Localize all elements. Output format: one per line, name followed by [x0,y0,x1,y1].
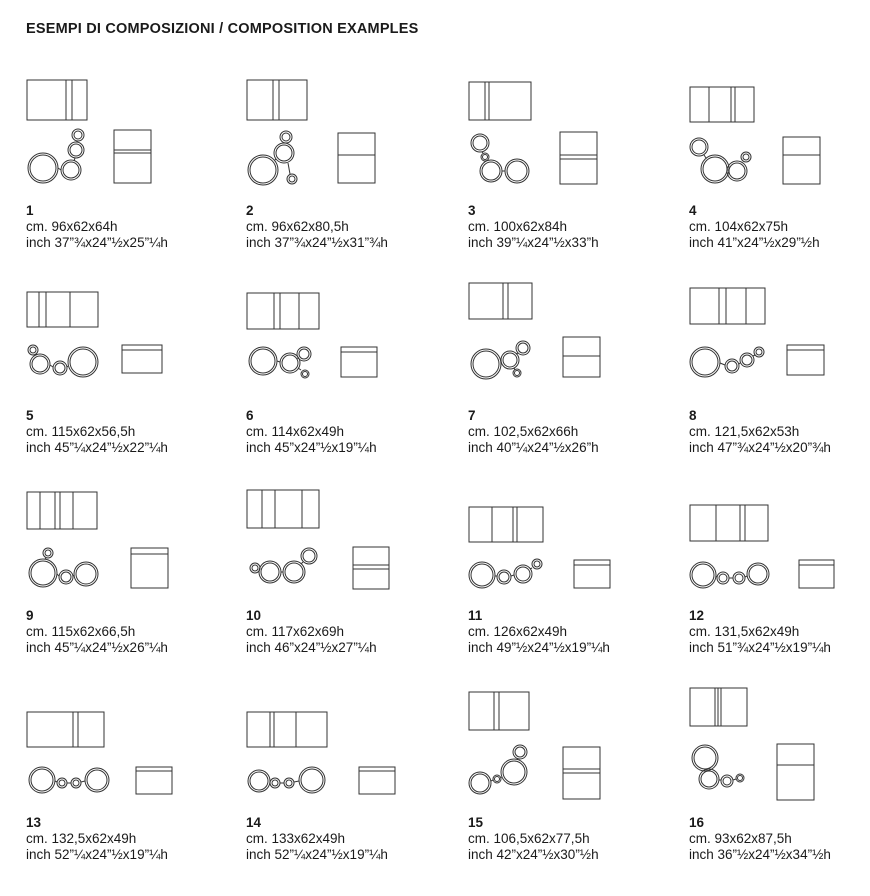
dimensions-cm: cm. 117x62x69h [246,624,345,639]
composition-number: 2 [246,203,254,218]
dimensions-inch: inch 51”¾x24”½x19”¼h [689,640,831,655]
composition-drawing [468,75,668,205]
composition-drawing [689,280,870,410]
dimensions-inch: inch 37”¾x24”½x25”¼h [26,235,168,250]
dimensions-cm: cm. 115x62x56,5h [26,424,136,439]
dimensions-inch: inch 36”½x24”½x34”½h [689,847,831,862]
dimensions-cm: cm. 132,5x62x49h [26,831,137,846]
dimensions-inch: inch 47”¾x24”½x20”¾h [689,440,831,455]
dimensions-cm: cm. 133x62x49h [246,831,346,846]
composition-drawing [246,75,446,205]
composition-number: 6 [246,408,254,423]
composition-drawing [468,480,668,610]
composition-number: 4 [689,203,697,218]
dimensions-cm: cm. 104x62x75h [689,219,789,234]
composition-drawing [468,687,668,817]
dimensions-cm: cm. 131,5x62x49h [689,624,800,639]
composition-number: 15 [468,815,484,830]
dimensions-cm: cm. 100x62x84h [468,219,568,234]
composition-7 [468,280,668,475]
composition-number: 9 [26,608,34,623]
composition-drawing [689,687,870,817]
dimensions-cm: cm. 121,5x62x53h [689,424,800,439]
composition-drawing [26,75,226,205]
dimensions-cm: cm. 96x62x64h [26,219,118,234]
dimensions-inch: inch 42”x24”½x30”½h [468,847,599,862]
dimensions-inch: inch 39”¼x24”½x33”h [468,235,599,250]
composition-16 [689,687,870,882]
dimensions-inch: inch 37”¾x24”½x31”¾h [246,235,388,250]
composition-number: 11 [468,608,483,623]
composition-2 [246,75,446,270]
composition-number: 8 [689,408,697,423]
composition-number: 12 [689,608,705,623]
composition-number: 5 [26,408,34,423]
dimensions-inch: inch 45”x24”½x19”¼h [246,440,377,455]
composition-drawing [689,75,870,205]
composition-number: 10 [246,608,262,623]
composition-number: 3 [468,203,476,218]
composition-1 [26,75,226,270]
composition-12 [689,480,870,675]
composition-number: 7 [468,408,476,423]
composition-9 [26,480,226,675]
dimensions-inch: inch 52”¼x24”½x19”¼h [26,847,168,862]
dimensions-inch: inch 49”½x24”½x19”¼h [468,640,610,655]
composition-drawing [26,687,226,817]
composition-drawing [246,687,446,817]
composition-6 [246,280,446,475]
composition-10 [246,480,446,675]
dimensions-cm: cm. 102,5x62x66h [468,424,579,439]
composition-number: 14 [246,815,262,830]
composition-3 [468,75,668,270]
composition-14 [246,687,446,882]
dimensions-inch: inch 46”x24”½x27”¼h [246,640,377,655]
dimensions-cm: cm. 93x62x87,5h [689,831,792,846]
composition-drawing [468,280,668,410]
composition-number: 1 [26,203,34,218]
page-title: ESEMPI DI COMPOSIZIONI / COMPOSITION EXAMPLES [26,21,419,37]
dimensions-inch: inch 52”¼x24”½x19”¼h [246,847,388,862]
dimensions-cm: cm. 106,5x62x77,5h [468,831,590,846]
dimensions-cm: cm. 114x62x49h [246,424,345,439]
dimensions-cm: cm. 126x62x49h [468,624,568,639]
composition-13 [26,687,226,882]
composition-4 [689,75,870,270]
dimensions-inch: inch 41”x24”½x29”½h [689,235,820,250]
dimensions-inch: inch 45”¼x24”½x22”¼h [26,440,168,455]
composition-drawing [26,480,226,610]
composition-drawing [246,280,446,410]
composition-drawing [246,480,446,610]
dimensions-inch: inch 40”¼x24”½x26”h [468,440,599,455]
composition-number: 13 [26,815,42,830]
composition-drawing [26,280,226,410]
composition-11 [468,480,668,675]
composition-number: 16 [689,815,705,830]
composition-15 [468,687,668,882]
composition-5 [26,280,226,475]
dimensions-cm: cm. 115x62x66,5h [26,624,136,639]
composition-drawing [689,480,870,610]
composition-8 [689,280,870,475]
dimensions-cm: cm. 96x62x80,5h [246,219,349,234]
dimensions-inch: inch 45”¼x24”½x26”¼h [26,640,168,655]
